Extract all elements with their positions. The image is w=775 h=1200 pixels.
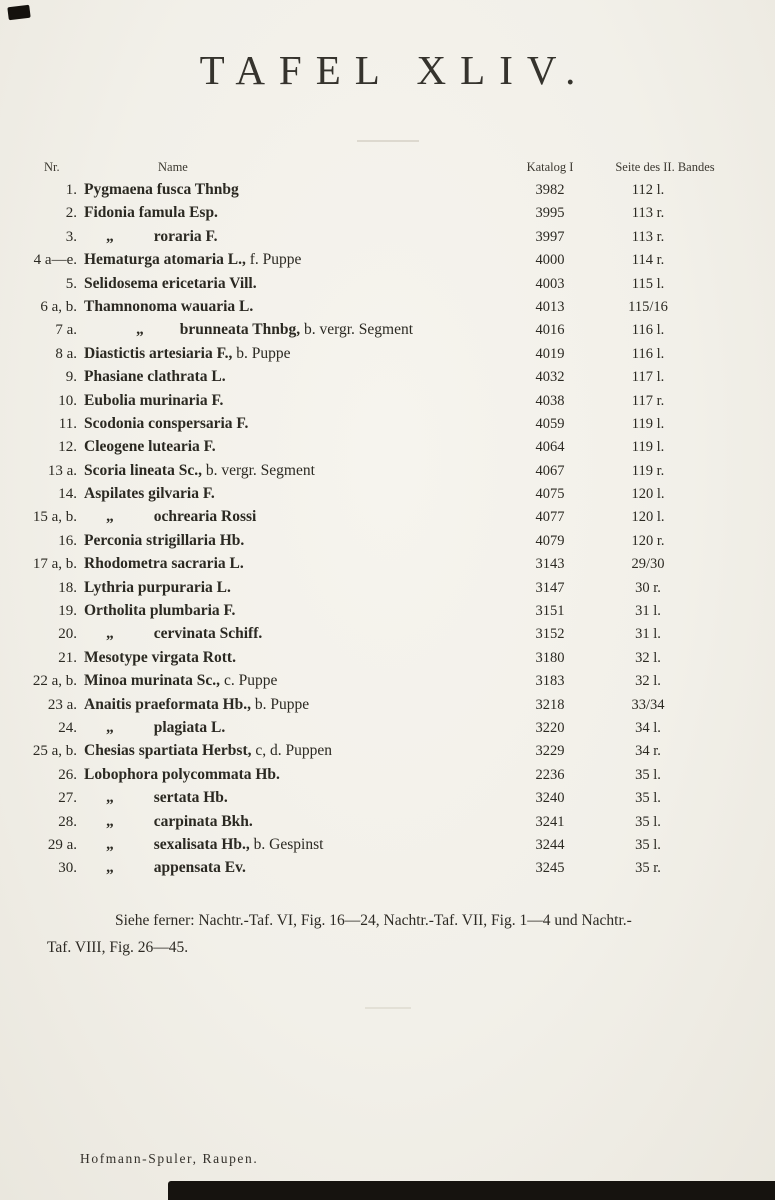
- row-seite: 35 l.: [635, 813, 661, 830]
- row-katalog: 3997: [535, 228, 565, 245]
- table-row: [22, 716, 730, 739]
- row-seite: 32 l.: [635, 649, 661, 666]
- row-nr: 16.: [58, 532, 77, 549]
- row-katalog: 4064: [535, 439, 565, 456]
- table-row: [22, 599, 730, 622]
- row-nr: 1.: [65, 182, 77, 198]
- imprint: Hofmann-Spuler, Raupen.: [80, 1151, 259, 1166]
- footnote: [47, 907, 733, 961]
- row-seite: 35 l.: [635, 836, 661, 853]
- row-name: [84, 482, 500, 505]
- row-name: [84, 552, 500, 575]
- species-name: Perconia strigillaria Hb.: [84, 531, 245, 549]
- row-name: [84, 786, 500, 809]
- row-seite: 33/34: [631, 696, 665, 713]
- row-nr: 11.: [58, 415, 77, 432]
- row-name: [84, 669, 500, 692]
- row-seite: 117 r.: [631, 392, 665, 409]
- species-name: sexalisata Hb.,: [153, 835, 250, 853]
- table-row: [22, 295, 730, 318]
- row-nr: 8 a.: [55, 345, 77, 362]
- row-nr: 4 a—e.: [33, 252, 77, 269]
- row-name: [84, 178, 500, 201]
- row-nr: 21.: [58, 649, 77, 666]
- table-row: [22, 389, 730, 412]
- section-divider: [365, 1007, 411, 1009]
- species-name: ochrearia Rossi: [153, 508, 257, 526]
- ditto-mark: „: [106, 718, 114, 736]
- row-seite: 113 r.: [631, 228, 665, 245]
- row-katalog: 3241: [535, 813, 565, 830]
- ditto-mark: „: [106, 859, 114, 877]
- row-name: [84, 599, 500, 622]
- table-row: [22, 482, 730, 505]
- row-nr: 25 a, b.: [32, 743, 77, 760]
- row-nr: 30.: [58, 860, 77, 877]
- row-seite: 119 l.: [631, 415, 665, 432]
- table-row: [22, 833, 730, 856]
- species-name: Hematurga atomaria L.,: [84, 251, 246, 269]
- row-katalog: 4013: [535, 298, 565, 315]
- species-name: cervinata Schiff.: [153, 625, 263, 643]
- row-katalog: 4003: [535, 275, 565, 292]
- row-katalog: 3152: [535, 626, 565, 643]
- row-name: [84, 365, 500, 388]
- row-seite: 35 r.: [635, 860, 661, 877]
- species-name: appensata Ev.: [153, 859, 246, 877]
- ditto-mark: „: [106, 508, 114, 526]
- row-katalog: 4079: [535, 532, 565, 549]
- row-seite: 35 l.: [635, 790, 661, 807]
- row-nr: 13 a.: [47, 462, 77, 479]
- page-title: TAFEL XLIV.: [199, 47, 590, 93]
- row-nr: 12.: [58, 439, 77, 456]
- table-row: [22, 552, 730, 575]
- species-name: Pygmaena fusca Thnbg: [84, 181, 239, 198]
- species-name: Anaitis praeformata Hb.,: [84, 695, 252, 713]
- column-header-nr: Nr.: [44, 160, 60, 174]
- species-name: Scodonia conspersaria F.: [84, 414, 249, 432]
- row-katalog: 4038: [535, 392, 565, 409]
- row-name: [84, 833, 500, 856]
- footnote-line-2: Taf. VIII, Fig. 26—45.: [47, 938, 189, 956]
- species-name: carpinata Bkh.: [153, 812, 253, 830]
- table-row: [22, 459, 730, 482]
- row-seite: 34 r.: [635, 743, 661, 760]
- row-seite: 120 r.: [631, 532, 665, 549]
- table-row: [22, 786, 730, 809]
- table-row: [22, 529, 730, 552]
- row-nr: 29 a.: [47, 836, 77, 853]
- table-row: [22, 412, 730, 435]
- row-note: c. Puppe: [220, 672, 278, 690]
- row-katalog: 3180: [535, 649, 565, 666]
- row-nr: 27.: [58, 790, 77, 807]
- table-row: [22, 365, 730, 388]
- table-row: [22, 318, 730, 341]
- table-header-row: [22, 156, 730, 178]
- row-seite: 117 l.: [631, 369, 665, 386]
- table-row: [22, 669, 730, 692]
- row-nr: 9.: [65, 369, 77, 386]
- table-row: [22, 856, 730, 879]
- table-row: [22, 622, 730, 645]
- ditto-mark: „: [106, 625, 114, 643]
- row-katalog: 4067: [535, 462, 565, 479]
- row-name: [84, 646, 500, 669]
- row-katalog: 3151: [535, 603, 565, 620]
- row-note: b. Gespinst: [249, 835, 324, 853]
- row-katalog: 4032: [535, 369, 565, 386]
- row-katalog: 4077: [535, 509, 565, 526]
- row-name: [84, 248, 500, 271]
- table-row: [22, 435, 730, 458]
- row-note: c, d. Puppen: [251, 742, 332, 760]
- species-name: Mesotype virgata Rott.: [84, 648, 236, 666]
- row-name: [84, 529, 500, 552]
- row-note: b. vergr. Segment: [201, 461, 315, 479]
- row-name: [84, 716, 500, 739]
- row-name: [84, 622, 500, 645]
- species-name: Ortholita plumbaria F.: [84, 602, 236, 620]
- column-header-seite: Seite des II. Bandes: [615, 160, 715, 174]
- row-name: [84, 295, 500, 318]
- row-seite: 112 l.: [631, 182, 665, 198]
- row-seite: 115 l.: [631, 275, 665, 292]
- row-name: [84, 856, 500, 879]
- row-katalog: 4059: [535, 415, 565, 432]
- species-name: Eubolia murinaria F.: [84, 391, 224, 409]
- ditto-mark: „: [106, 812, 114, 830]
- table-row: [22, 248, 730, 271]
- species-name: Minoa murinata Sc.,: [84, 672, 221, 690]
- row-nr: 19.: [58, 603, 77, 620]
- row-nr: 2.: [65, 205, 77, 222]
- row-seite: 114 r.: [631, 252, 665, 269]
- footnote-line-1: Siehe ferner: Nachtr.-Taf. VI, Fig. 16—24, Nachtr.-Taf. VII, Fig. 1—4 und Nachtr.-: [115, 911, 632, 929]
- table-row: [22, 646, 730, 669]
- row-note: b. vergr. Segment: [300, 321, 414, 339]
- row-name: [84, 739, 500, 762]
- table-body: [22, 178, 730, 880]
- column-header-katalog: Katalog I: [526, 160, 574, 174]
- row-seite: 120 l.: [631, 509, 665, 526]
- row-nr: 24.: [58, 719, 77, 736]
- row-name: [84, 342, 500, 365]
- row-name: [84, 763, 500, 786]
- scan-artifact-top-left: [7, 5, 30, 21]
- table-row: [22, 576, 730, 599]
- table-row: [22, 178, 730, 201]
- species-name: Cleogene lutearia F.: [84, 438, 216, 456]
- row-nr: 18.: [58, 579, 77, 596]
- row-nr: 20.: [58, 626, 77, 643]
- row-katalog: 3229: [535, 743, 565, 760]
- row-note: b. Puppe: [251, 695, 310, 713]
- row-nr: 10.: [58, 392, 77, 409]
- table-row: [22, 342, 730, 365]
- title-divider: [357, 140, 419, 142]
- table-row: [22, 810, 730, 833]
- species-name: Rhodometra sacraria L.: [84, 555, 244, 573]
- table-row: [22, 225, 730, 248]
- row-nr: 26.: [58, 766, 77, 783]
- table-row: [22, 739, 730, 762]
- species-name: Phasiane clathrata L.: [84, 368, 226, 386]
- row-seite: 29/30: [631, 556, 665, 573]
- ditto-mark: „: [106, 789, 114, 807]
- row-name: [84, 225, 500, 248]
- row-katalog: 3147: [535, 579, 565, 596]
- row-katalog: 3244: [535, 836, 565, 853]
- row-note: f. Puppe: [245, 251, 302, 269]
- row-seite: 116 l.: [631, 322, 665, 339]
- row-katalog: 4016: [535, 322, 565, 339]
- row-name: [84, 693, 500, 716]
- species-name: Selidosema ericetaria Vill.: [84, 274, 257, 292]
- row-nr: 14.: [58, 486, 77, 503]
- species-name: Diastictis artesiaria F.,: [84, 344, 233, 362]
- row-nr: 5.: [65, 275, 77, 292]
- row-seite: 32 l.: [635, 673, 661, 690]
- row-seite: 116 l.: [631, 345, 665, 362]
- row-katalog: 3245: [535, 860, 565, 877]
- row-katalog: 3183: [535, 673, 565, 690]
- species-name: Lobophora polycommata Hb.: [84, 765, 280, 783]
- row-name: [84, 576, 500, 599]
- row-nr: 17 a, b.: [32, 556, 77, 573]
- row-seite: 115/16: [628, 298, 668, 315]
- row-seite: 30 r.: [635, 579, 661, 596]
- row-katalog: 3220: [535, 719, 565, 736]
- row-note: b. Puppe: [232, 344, 291, 362]
- row-seite: 119 r.: [631, 462, 665, 479]
- row-seite: 34 l.: [635, 719, 661, 736]
- row-nr: 15 a, b.: [32, 509, 77, 526]
- row-seite: 31 l.: [635, 603, 661, 620]
- row-name: [84, 201, 500, 224]
- row-katalog: 4075: [535, 486, 565, 503]
- column-header-name: Name: [158, 160, 188, 174]
- row-nr: 22 a, b.: [32, 673, 77, 690]
- species-name: Thamnonoma wauaria L.: [84, 297, 254, 315]
- row-seite: 120 l.: [631, 486, 665, 503]
- species-name: roraria F.: [153, 227, 218, 245]
- table-row: [22, 693, 730, 716]
- row-nr: 23 a.: [47, 696, 77, 713]
- species-name: Fidonia famula Esp.: [84, 204, 218, 222]
- row-name: [84, 272, 500, 295]
- row-katalog: 3995: [535, 205, 565, 222]
- table-row: [22, 201, 730, 224]
- row-name: [84, 810, 500, 833]
- row-katalog: 4000: [535, 252, 565, 269]
- row-name: [84, 389, 500, 412]
- table-row: [22, 272, 730, 295]
- row-name: [84, 459, 500, 482]
- row-nr: 28.: [58, 813, 77, 830]
- species-name: Chesias spartiata Herbst,: [84, 742, 252, 760]
- row-katalog: 3218: [535, 696, 565, 713]
- species-name: brunneata Thnbg,: [179, 321, 301, 339]
- row-katalog: 4019: [535, 345, 565, 362]
- species-name: Aspilates gilvaria F.: [84, 485, 215, 503]
- table-row: [22, 505, 730, 528]
- row-katalog: 2236: [535, 766, 565, 783]
- row-nr: 6 a, b.: [40, 298, 77, 315]
- table-row: [22, 763, 730, 786]
- species-name: Lythria purpuraria L.: [84, 578, 231, 596]
- row-name: [84, 505, 500, 528]
- ditto-mark: „: [106, 227, 114, 245]
- scan-artifact-bottom-bar: [168, 1181, 775, 1200]
- ditto-mark: „: [136, 321, 144, 339]
- plate-table: [22, 156, 730, 880]
- row-nr: 7 a.: [55, 322, 77, 339]
- species-name: sertata Hb.: [153, 789, 228, 807]
- row-seite: 113 r.: [631, 205, 665, 222]
- row-katalog: 3240: [535, 790, 565, 807]
- row-seite: 35 l.: [635, 766, 661, 783]
- row-seite: 31 l.: [635, 626, 661, 643]
- row-name: [84, 412, 500, 435]
- row-name: [84, 435, 500, 458]
- row-katalog: 3982: [535, 182, 565, 198]
- row-katalog: 3143: [535, 556, 565, 573]
- ditto-mark: „: [106, 835, 114, 853]
- row-name: [84, 318, 500, 341]
- row-seite: 119 l.: [631, 439, 665, 456]
- species-name: Scoria lineata Sc.,: [84, 461, 202, 479]
- row-nr: 3.: [65, 228, 77, 245]
- species-name: plagiata L.: [153, 718, 226, 736]
